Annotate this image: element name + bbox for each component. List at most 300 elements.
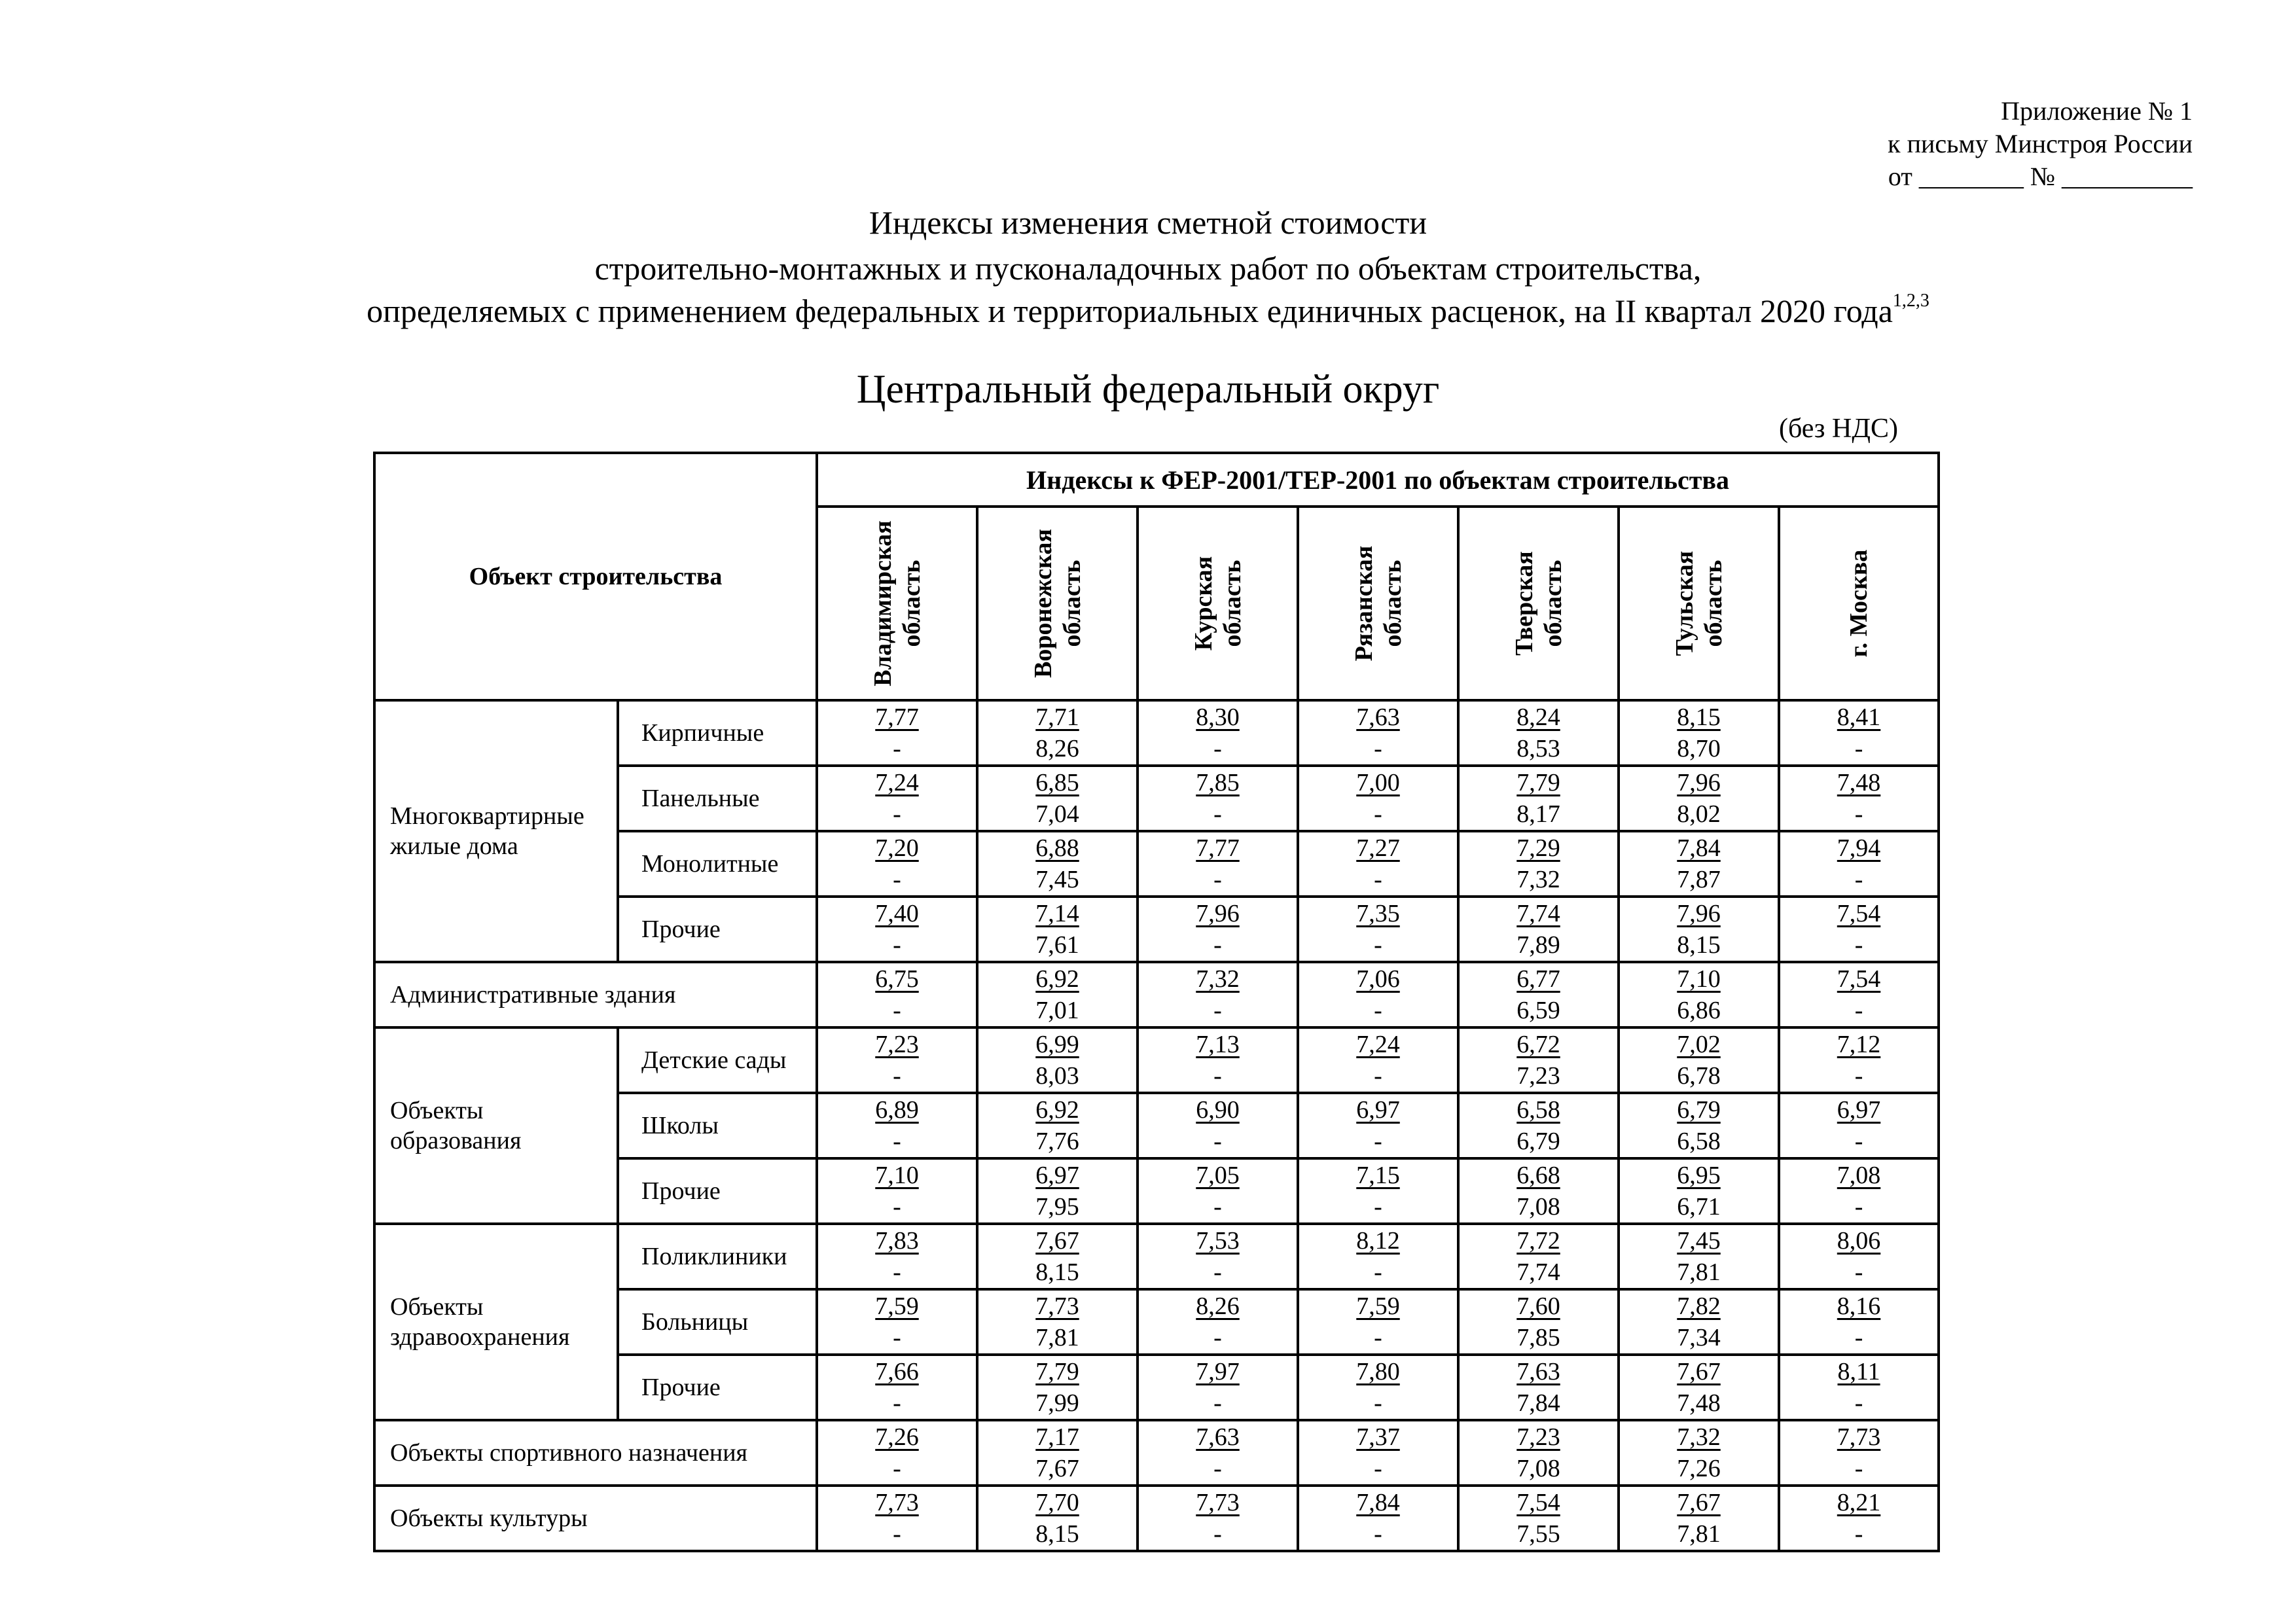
index-fer: 6,92: [1035, 965, 1079, 993]
index-cell: [1458, 1027, 1619, 1093]
index-ter: 7,74: [1516, 1258, 1560, 1286]
title-line-2: строительно-монтажных и пусконаладочных работ по объектам строительства,: [594, 250, 1702, 287]
index-ter: 8,15: [1035, 1520, 1079, 1548]
index-fer: 7,79: [1516, 769, 1560, 796]
index-cell: [817, 831, 977, 897]
index-ter: -: [893, 931, 901, 959]
index-ter: -: [1374, 1258, 1382, 1286]
index-ter: 7,48: [1677, 1389, 1721, 1417]
index-cell: [1779, 1093, 1939, 1158]
index-fer: 7,35: [1356, 900, 1400, 927]
index-cell: [1138, 766, 1298, 831]
index-ter: 7,08: [1516, 1455, 1560, 1482]
region-header: [1619, 507, 1779, 700]
index-cell: [977, 1289, 1138, 1355]
object-subtype: Школы: [618, 1093, 817, 1158]
index-fer: 6,85: [1035, 769, 1079, 796]
index-cell: [1779, 1486, 1939, 1551]
region-name: [1350, 546, 1407, 662]
index-ter: -: [1374, 1324, 1382, 1351]
index-cell: [1298, 1420, 1458, 1486]
index-fer: 7,54: [1837, 900, 1881, 927]
object-subtype: Монолитные: [618, 831, 817, 897]
index-cell: [1458, 1158, 1619, 1224]
index-fer: 7,77: [875, 704, 919, 731]
table-row: [374, 1486, 1939, 1551]
index-ter: 6,58: [1677, 1128, 1721, 1155]
index-cell: [977, 1093, 1138, 1158]
index-cell: [1458, 700, 1619, 766]
appendix-line-3: от ________ № __________: [1888, 162, 2193, 191]
object-subtype: Поликлиники: [618, 1224, 817, 1289]
index-ter: -: [1374, 1389, 1382, 1417]
index-fer: 6,89: [875, 1096, 919, 1124]
index-fer: 7,94: [1837, 834, 1881, 862]
index-cell: [1298, 1289, 1458, 1355]
index-fer: 7,40: [875, 900, 919, 927]
index-table: [373, 452, 1940, 1552]
region-name-line: Владимирская: [869, 520, 897, 687]
index-ter: 7,23: [1516, 1062, 1560, 1090]
index-cell: [817, 1027, 977, 1093]
index-fer: 7,17: [1035, 1423, 1079, 1451]
index-fer: 6,75: [875, 965, 919, 993]
index-cell: [1138, 1289, 1298, 1355]
index-fer: 7,59: [1356, 1293, 1400, 1320]
index-ter: 6,78: [1677, 1062, 1721, 1090]
index-ter: -: [893, 1324, 901, 1351]
table-row: [374, 962, 1939, 1027]
index-fer: 6,97: [1035, 1162, 1079, 1189]
index-ter: -: [1854, 1324, 1863, 1351]
index-ter: -: [1854, 735, 1863, 762]
index-cell: [817, 700, 977, 766]
index-cell: [1779, 1158, 1939, 1224]
index-ter: -: [1213, 1520, 1222, 1548]
index-cell: [977, 962, 1138, 1027]
index-fer: 7,26: [875, 1423, 919, 1451]
index-fer: 7,72: [1516, 1227, 1560, 1255]
region-name-line: область: [1699, 560, 1727, 647]
index-cell: [1138, 1355, 1298, 1420]
index-ter: -: [1374, 1128, 1382, 1155]
index-ter: 6,59: [1516, 997, 1560, 1024]
index-ter: -: [893, 1520, 901, 1548]
index-fer: 7,54: [1837, 965, 1881, 993]
index-fer: 8,12: [1356, 1227, 1400, 1255]
index-ter: -: [1854, 1062, 1863, 1090]
index-fer: 8,30: [1196, 704, 1240, 731]
index-fer: 7,73: [1196, 1489, 1240, 1516]
index-ter: -: [893, 735, 901, 762]
region-name-line: область: [1378, 560, 1407, 647]
index-ter: -: [893, 1455, 901, 1482]
index-fer: 7,74: [1516, 900, 1560, 927]
index-fer: 6,99: [1035, 1031, 1079, 1058]
index-ter: -: [1374, 800, 1382, 828]
index-cell: [1138, 1224, 1298, 1289]
index-cell: [1779, 1289, 1939, 1355]
index-ter: 8,70: [1677, 735, 1721, 762]
index-cell: [1298, 1486, 1458, 1551]
region-name-line: область: [1218, 560, 1246, 647]
index-ter: -: [893, 1389, 901, 1417]
index-cell: [817, 1420, 977, 1486]
index-cell: [1619, 897, 1779, 962]
index-fer: 6,77: [1516, 965, 1560, 993]
index-cell: [1619, 831, 1779, 897]
index-cell: [977, 1355, 1138, 1420]
index-cell: [1779, 700, 1939, 766]
index-cell: [1619, 1486, 1779, 1551]
index-cell: [1458, 897, 1619, 962]
index-cell: [1458, 766, 1619, 831]
index-ter: 7,81: [1035, 1324, 1079, 1351]
appendix-line-2: к письму Минстроя России: [1888, 129, 2193, 158]
index-fer: 7,83: [875, 1227, 919, 1255]
index-fer: 7,20: [875, 834, 919, 862]
table-row: [374, 1420, 1939, 1486]
object-subtype: Детские сады: [618, 1027, 817, 1093]
index-fer: 7,71: [1035, 704, 1079, 731]
index-fer: 7,02: [1677, 1031, 1721, 1058]
index-ter: 7,08: [1516, 1193, 1560, 1221]
index-fer: 6,97: [1837, 1096, 1881, 1124]
object-subtype: Прочие: [618, 1355, 817, 1420]
region-header: [977, 507, 1138, 700]
index-ter: -: [1213, 1193, 1222, 1221]
index-cell: [1138, 962, 1298, 1027]
index-fer: 7,27: [1356, 834, 1400, 862]
appendix-line-1: Приложение № 1: [2001, 96, 2193, 126]
index-cell: [977, 1486, 1138, 1551]
region-name-line: область: [897, 560, 925, 647]
index-ter: -: [1213, 997, 1222, 1024]
index-cell: [1458, 831, 1619, 897]
index-fer: 6,58: [1516, 1096, 1560, 1124]
index-cell: [977, 1158, 1138, 1224]
index-ter: -: [1213, 735, 1222, 762]
index-cell: [1619, 1027, 1779, 1093]
index-fer: 7,85: [1196, 769, 1240, 796]
index-cell: [817, 1158, 977, 1224]
index-fer: 8,11: [1837, 1358, 1880, 1385]
index-ter: 7,45: [1035, 866, 1079, 893]
index-fer: 7,63: [1516, 1358, 1560, 1385]
index-ter: -: [1213, 866, 1222, 893]
title-line-3-text: определяемых с применением федеральных и территориальных единичных расценок, на II квартал 2020 года: [367, 293, 1893, 329]
index-ter: -: [1374, 866, 1382, 893]
index-fer: 6,95: [1677, 1162, 1721, 1189]
index-ter: -: [1854, 800, 1863, 828]
index-fer: 8,06: [1837, 1227, 1881, 1255]
index-fer: 6,92: [1035, 1096, 1079, 1124]
index-ter: 7,26: [1677, 1455, 1721, 1482]
region-name-line: область: [1058, 560, 1086, 647]
index-cell: [1298, 1355, 1458, 1420]
region-name-line: Курская: [1189, 556, 1217, 651]
index-ter: 7,85: [1516, 1324, 1560, 1351]
index-ter: -: [1213, 1062, 1222, 1090]
index-ter: 6,79: [1516, 1128, 1560, 1155]
index-cell: [1298, 962, 1458, 1027]
index-cell: [1458, 1289, 1619, 1355]
region-name: [1844, 550, 1873, 658]
index-fer: 7,06: [1356, 965, 1400, 993]
index-cell: [1619, 962, 1779, 1027]
index-fer: 7,73: [1035, 1293, 1079, 1320]
region-name-line: г. Москва: [1845, 549, 1873, 658]
index-fer: 7,77: [1196, 834, 1240, 862]
index-fer: 6,88: [1035, 834, 1079, 862]
table-body: [374, 700, 1939, 1551]
index-ter: -: [1854, 1455, 1863, 1482]
index-fer: 7,84: [1356, 1489, 1400, 1516]
index-fer: 7,05: [1196, 1162, 1240, 1189]
region-name: [1189, 556, 1247, 651]
index-fer: 7,96: [1196, 900, 1240, 927]
region-header: [1779, 507, 1939, 700]
index-ter: 8,26: [1035, 735, 1079, 762]
index-ter: 7,87: [1677, 866, 1721, 893]
index-fer: 7,23: [1516, 1423, 1560, 1451]
index-fer: 7,63: [1356, 704, 1400, 731]
index-fer: 7,10: [875, 1162, 919, 1189]
index-cell: [977, 831, 1138, 897]
index-cell: [1619, 700, 1779, 766]
title-line-1: Индексы изменения сметной стоимости: [869, 204, 1427, 241]
index-ter: -: [893, 1193, 901, 1221]
region-name: [1670, 551, 1728, 656]
index-fer: 6,79: [1677, 1096, 1721, 1124]
index-cell: [1779, 766, 1939, 831]
region-name: [1029, 529, 1086, 678]
index-cell: [817, 1486, 977, 1551]
index-fer: 7,67: [1035, 1227, 1079, 1255]
index-fer: 7,80: [1356, 1358, 1400, 1385]
footnote-refs: 1,2,3: [1892, 291, 1929, 311]
object-subtype: Панельные: [618, 766, 817, 831]
index-cell: [1298, 831, 1458, 897]
index-cell: [977, 897, 1138, 962]
index-cell: [1779, 1420, 1939, 1486]
index-ter: 7,01: [1035, 997, 1079, 1024]
index-ter: 7,61: [1035, 931, 1079, 959]
index-cell: [1138, 1420, 1298, 1486]
index-ter: 8,02: [1677, 800, 1721, 828]
index-fer: 7,24: [1356, 1031, 1400, 1058]
index-fer: 7,24: [875, 769, 919, 796]
index-ter: 7,67: [1035, 1455, 1079, 1482]
index-ter: 7,55: [1516, 1520, 1560, 1548]
index-ter: -: [1374, 1062, 1382, 1090]
index-cell: [1779, 1355, 1939, 1420]
index-ter: -: [1213, 1455, 1222, 1482]
index-ter: -: [1213, 800, 1222, 828]
index-ter: -: [893, 997, 901, 1024]
region-name: [1510, 551, 1568, 656]
object-group: Объекты образования: [374, 1027, 618, 1224]
index-fer: 8,26: [1196, 1293, 1240, 1320]
index-fer: 7,73: [1837, 1423, 1881, 1451]
index-fer: 7,13: [1196, 1031, 1240, 1058]
index-cell: [1298, 1027, 1458, 1093]
region-header: [817, 507, 977, 700]
index-fer: 7,14: [1035, 900, 1079, 927]
index-fer: 7,53: [1196, 1227, 1240, 1255]
index-cell: [977, 766, 1138, 831]
object-group: Многоквартирные жилые дома: [374, 700, 618, 962]
appendix-note: [1767, 95, 2193, 193]
index-ter: -: [1854, 1258, 1863, 1286]
object-group: Административные здания: [374, 962, 817, 1027]
index-cell: [977, 700, 1138, 766]
index-ter: -: [1374, 997, 1382, 1024]
index-fer: 7,54: [1516, 1489, 1560, 1516]
index-ter: -: [893, 1062, 901, 1090]
index-fer: 7,32: [1677, 1423, 1721, 1451]
index-fer: 6,97: [1356, 1096, 1400, 1124]
index-cell: [817, 1289, 977, 1355]
index-ter: -: [893, 800, 901, 828]
index-cell: [1138, 897, 1298, 962]
district-heading: Центральный федеральный округ: [856, 367, 1440, 412]
index-cell: [1619, 1158, 1779, 1224]
object-group: Объекты здравоохранения: [374, 1224, 618, 1420]
index-ter: -: [1854, 1389, 1863, 1417]
object-group: Объекты спортивного назначения: [374, 1420, 817, 1486]
index-cell: [1138, 831, 1298, 897]
index-fer: 7,32: [1196, 965, 1240, 993]
index-ter: -: [1854, 866, 1863, 893]
index-cell: [1298, 766, 1458, 831]
index-fer: 8,21: [1837, 1489, 1881, 1516]
region-name: [869, 520, 926, 686]
index-fer: 7,10: [1677, 965, 1721, 993]
index-cell: [977, 1420, 1138, 1486]
index-ter: 7,76: [1035, 1128, 1079, 1155]
table-row: [374, 700, 1939, 766]
index-cell: [817, 766, 977, 831]
index-ter: -: [1213, 1258, 1222, 1286]
index-fer: 7,12: [1837, 1031, 1881, 1058]
index-fer: 7,37: [1356, 1423, 1400, 1451]
index-fer: 7,45: [1677, 1227, 1721, 1255]
region-name-line: Тульская: [1670, 550, 1698, 656]
index-cell: [1138, 1158, 1298, 1224]
index-fer: 7,97: [1196, 1358, 1240, 1385]
index-ter: 8,17: [1516, 800, 1560, 828]
index-ter: 8,15: [1677, 931, 1721, 959]
index-fer: 7,96: [1677, 900, 1721, 927]
index-cell: [817, 1355, 977, 1420]
index-fer: 7,67: [1677, 1489, 1721, 1516]
index-fer: 7,66: [875, 1358, 919, 1385]
index-cell: [1458, 962, 1619, 1027]
index-ter: 7,81: [1677, 1258, 1721, 1286]
index-fer: 7,60: [1516, 1293, 1560, 1320]
index-fer: 7,00: [1356, 769, 1400, 796]
region-header: [1458, 507, 1619, 700]
object-subtype: Прочие: [618, 1158, 817, 1224]
group-header: Индексы к ФЕР-2001/ТЕР-2001 по объектам строительства: [817, 453, 1939, 507]
index-cell: [977, 1027, 1138, 1093]
index-cell: [1298, 700, 1458, 766]
index-ter: -: [1854, 997, 1863, 1024]
index-fer: 6,72: [1516, 1031, 1560, 1058]
index-fer: 6,68: [1516, 1162, 1560, 1189]
index-ter: 7,32: [1516, 866, 1560, 893]
index-ter: -: [1374, 1520, 1382, 1548]
index-fer: 7,96: [1677, 769, 1721, 796]
index-ter: -: [1374, 735, 1382, 762]
object-subtype: Прочие: [618, 897, 817, 962]
index-cell: [1779, 1224, 1939, 1289]
region-header: [1298, 507, 1458, 700]
index-fer: 7,48: [1837, 769, 1881, 796]
index-ter: 7,95: [1035, 1193, 1079, 1221]
index-cell: [1619, 1355, 1779, 1420]
index-fer: 7,67: [1677, 1358, 1721, 1385]
table-row: [374, 1027, 1939, 1093]
index-ter: 7,81: [1677, 1520, 1721, 1548]
index-cell: [1298, 1224, 1458, 1289]
index-cell: [1458, 1224, 1619, 1289]
index-ter: -: [1213, 1128, 1222, 1155]
index-ter: -: [1374, 1455, 1382, 1482]
index-ter: 8,15: [1035, 1258, 1079, 1286]
index-fer: 6,90: [1196, 1096, 1240, 1124]
index-cell: [1779, 1027, 1939, 1093]
vat-note: (без НДС): [1778, 414, 1898, 444]
index-ter: 7,89: [1516, 931, 1560, 959]
index-cell: [817, 962, 977, 1027]
index-cell: [977, 1224, 1138, 1289]
index-cell: [1779, 962, 1939, 1027]
index-ter: 7,34: [1677, 1324, 1721, 1351]
index-ter: -: [1213, 1389, 1222, 1417]
index-ter: -: [1213, 1324, 1222, 1351]
index-ter: 8,53: [1516, 735, 1560, 762]
index-fer: 7,82: [1677, 1293, 1721, 1320]
index-ter: 6,86: [1677, 997, 1721, 1024]
index-cell: [1458, 1486, 1619, 1551]
index-ter: -: [1374, 1193, 1382, 1221]
region-name-line: область: [1539, 560, 1567, 647]
index-ter: 6,71: [1677, 1193, 1721, 1221]
index-fer: 7,70: [1035, 1489, 1079, 1516]
index-fer: 7,15: [1356, 1162, 1400, 1189]
object-group: Объекты культуры: [374, 1486, 817, 1551]
index-fer: 8,16: [1837, 1293, 1881, 1320]
index-fer: 7,08: [1837, 1162, 1881, 1189]
index-fer: 8,41: [1837, 704, 1881, 731]
index-cell: [817, 1093, 977, 1158]
index-cell: [1779, 897, 1939, 962]
index-fer: 7,29: [1516, 834, 1560, 862]
index-ter: -: [893, 866, 901, 893]
title-line-3: [0, 291, 2296, 330]
index-cell: [1619, 1224, 1779, 1289]
index-cell: [1458, 1093, 1619, 1158]
region-name-line: Воронежская: [1029, 529, 1057, 678]
index-fer: 7,79: [1035, 1358, 1079, 1385]
index-ter: -: [1854, 1520, 1863, 1548]
object-subtype: Кирпичные: [618, 700, 817, 766]
index-fer: 7,23: [875, 1031, 919, 1058]
index-cell: [1298, 1158, 1458, 1224]
index-fer: 7,73: [875, 1489, 919, 1516]
